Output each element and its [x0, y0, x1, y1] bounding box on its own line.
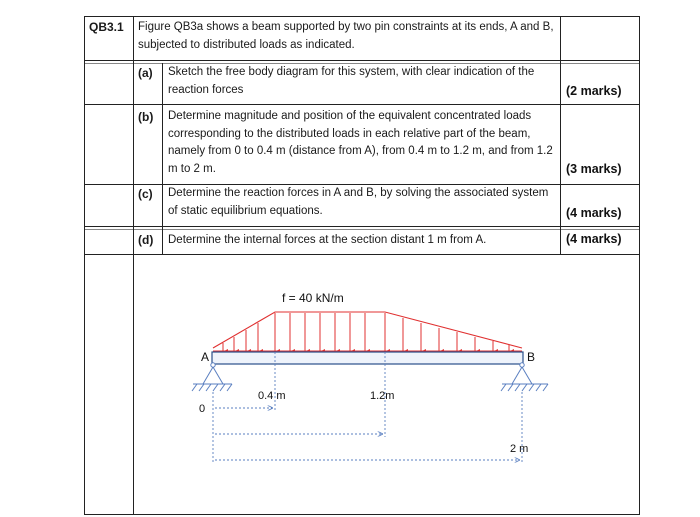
- distributed-load-outline: [213, 312, 522, 348]
- part-label: (b): [138, 110, 154, 124]
- beam: [212, 352, 523, 364]
- part-text: Determine magnitude and position of the equivalent concentrated loads corresponding to the distributed loads in each relative part of the beam, namely from 0 to 0.4 m (distance from A), from 0.4 m to 1.2 m, and from 1.2 m to 2 m.: [168, 110, 553, 175]
- dimension-guides: [213, 352, 522, 462]
- load-label: f = 40 kN/m: [282, 291, 344, 305]
- part-label: (c): [138, 187, 153, 201]
- part-label: (a): [138, 66, 153, 80]
- part-label: (d): [138, 233, 154, 247]
- part-marks: (4 marks): [566, 232, 622, 246]
- dimension-label: 2 m: [510, 443, 529, 455]
- part-marks: (2 marks): [566, 84, 622, 98]
- question-text: Figure QB3a shows a beam supported by two pin constraints at its ends, A and B, subjected to distributed loads as indicated.: [138, 21, 554, 51]
- origin-label: 0: [199, 403, 206, 415]
- dimension-label: 0.4 m: [258, 390, 286, 402]
- part-text: Determine the internal forces at the section distant 1 m from A.: [168, 234, 487, 246]
- part-marks: (4 marks): [566, 206, 622, 220]
- support-b-label: B: [527, 350, 536, 364]
- part-text: Sketch the free body diagram for this system, with clear indication of the reaction forces: [168, 66, 535, 96]
- support-a-label: A: [201, 350, 210, 364]
- question-id: QB3.1: [89, 20, 124, 34]
- dimension-label: 1.2m: [370, 390, 395, 402]
- part-text: Determine the reaction forces in A and B, by solving the associated system of static equilibrium equations.: [168, 187, 549, 217]
- pin-support-b: [501, 363, 548, 391]
- part-marks: (3 marks): [566, 162, 622, 176]
- pin-support-a: [192, 363, 232, 391]
- load-arrows: [223, 313, 509, 352]
